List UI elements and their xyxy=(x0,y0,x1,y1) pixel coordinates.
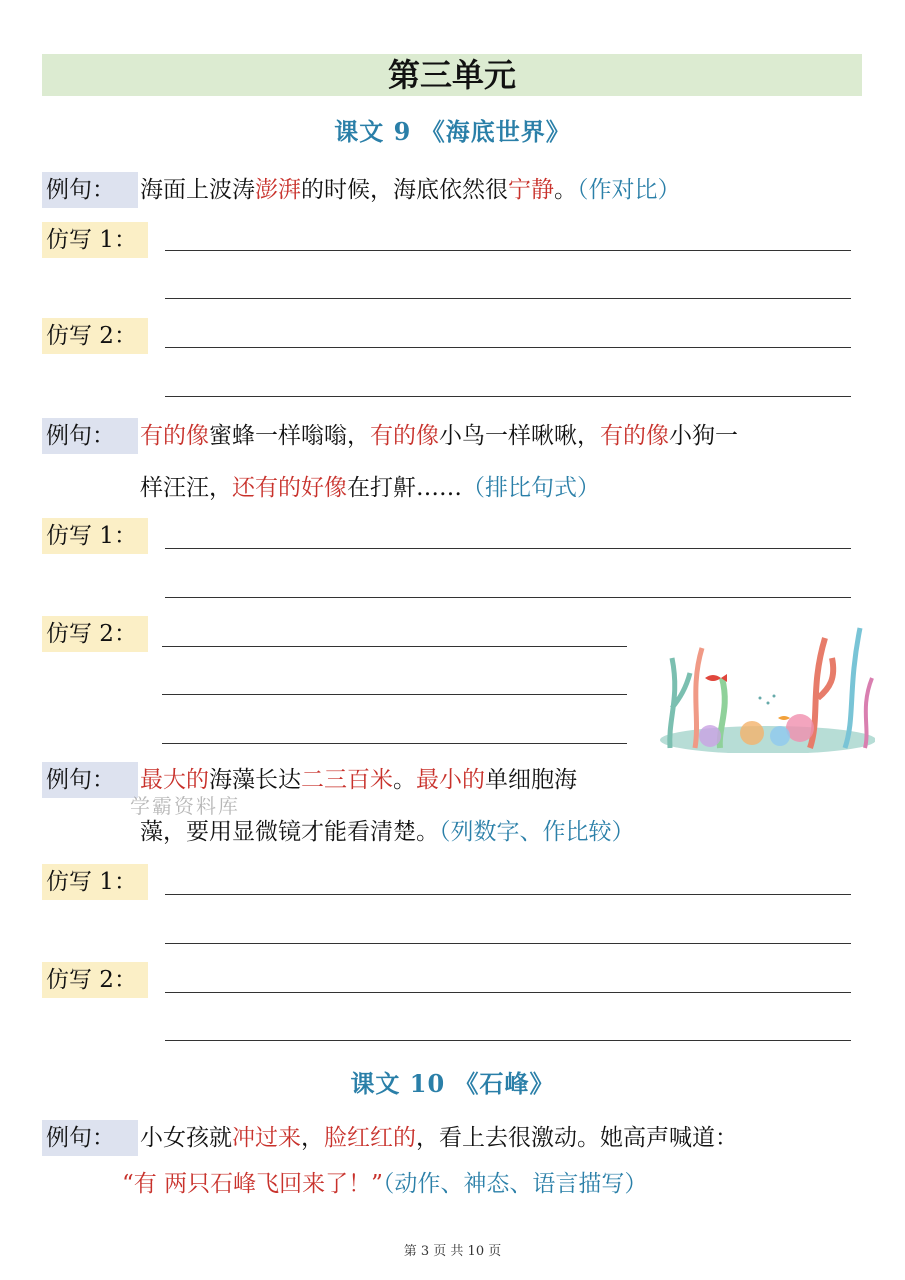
write-line[interactable] xyxy=(165,347,851,348)
lesson-title-10: 课文 10 《石峰》 xyxy=(350,1069,555,1098)
write-line[interactable] xyxy=(162,743,627,744)
watermark: 学霸资料库 xyxy=(130,794,240,818)
unit-title: 第三单元 xyxy=(42,54,862,96)
example-sentence-3-line1: 最大的海藻长达二三百米。最小的单细胞海 xyxy=(140,767,577,793)
page-footer: 第 3 页 共 10 页 xyxy=(403,1244,502,1259)
write-line[interactable] xyxy=(165,1040,851,1041)
write-line[interactable] xyxy=(165,992,851,993)
seaweed-illustration xyxy=(660,618,875,753)
write-line[interactable] xyxy=(165,894,851,895)
example-label: 例句： xyxy=(42,1120,138,1156)
imitate-label-1: 仿写 1： xyxy=(42,864,148,900)
write-line[interactable] xyxy=(165,597,851,598)
write-line[interactable] xyxy=(165,548,851,549)
lesson-title-9: 课文 9 《海底世界》 xyxy=(334,117,571,146)
example-sentence-3-line2: 藻，要用显微镜才能看清楚。（列数字、作比较） xyxy=(140,819,635,845)
example-sentence-4-line2: “有 两只石峰飞回来了！”（动作、神态、语言描写） xyxy=(122,1171,648,1197)
write-line[interactable] xyxy=(162,646,627,647)
example-label: 例句： xyxy=(42,762,138,798)
write-line[interactable] xyxy=(165,396,851,397)
write-line[interactable] xyxy=(165,250,851,251)
write-line[interactable] xyxy=(165,943,851,944)
imitate-label-1: 仿写 1： xyxy=(42,518,148,554)
imitate-label-2: 仿写 2： xyxy=(42,318,148,354)
write-line[interactable] xyxy=(165,298,851,299)
example-sentence-1: 海面上波涛澎湃的时候，海底依然很宁静。（作对比） xyxy=(140,177,681,203)
example-sentence-2-line2: 样汪汪，还有的好像在打鼾……（排比句式） xyxy=(140,475,600,501)
example-label: 例句： xyxy=(42,418,138,454)
example-sentence-4-line1: 小女孩就冲过来，脸红红的，看上去很激动。她高声喊道： xyxy=(140,1125,738,1151)
imitate-label-2: 仿写 2： xyxy=(42,616,148,652)
example-label: 例句： xyxy=(42,172,138,208)
imitate-label-1: 仿写 1： xyxy=(42,222,148,258)
write-line[interactable] xyxy=(162,694,627,695)
imitate-label-2: 仿写 2： xyxy=(42,962,148,998)
example-sentence-2-line1: 有的像蜜蜂一样嗡嗡，有的像小鸟一样啾啾，有的像小狗一 xyxy=(140,423,738,449)
